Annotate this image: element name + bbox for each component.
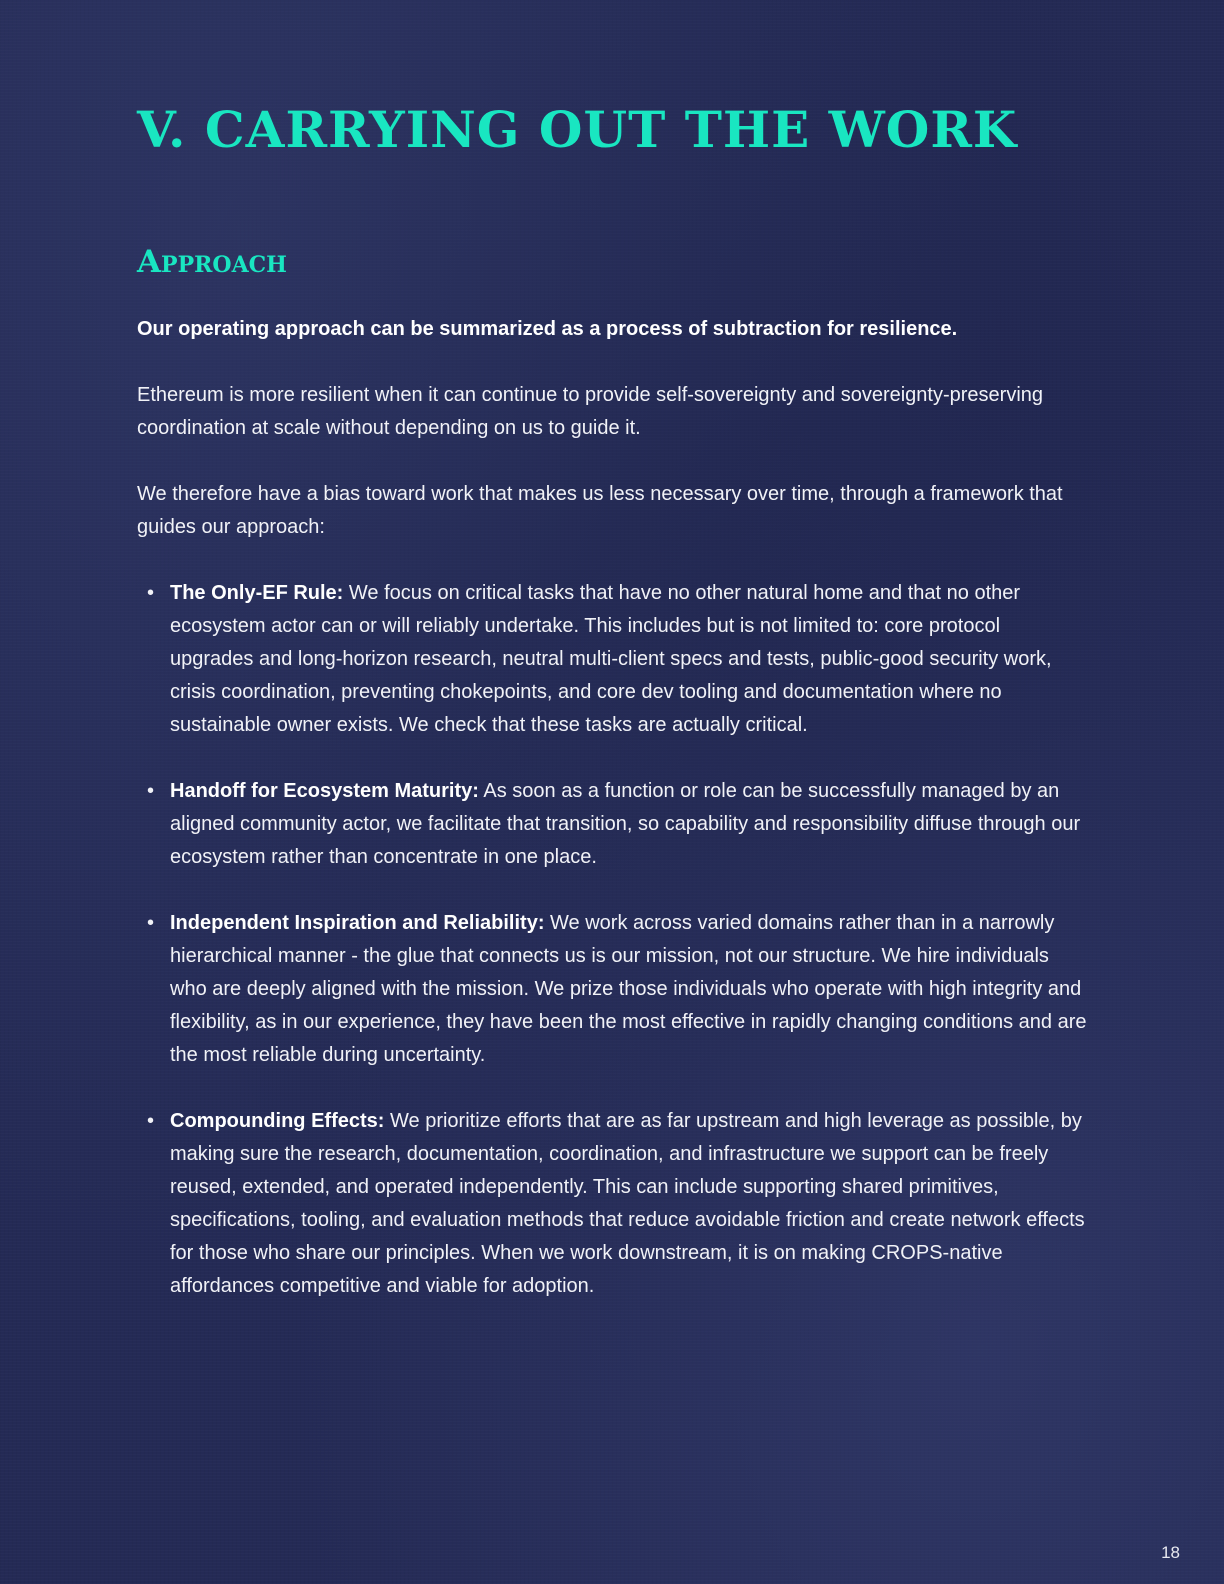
page-title: V. CARRYING OUT THE WORK (137, 100, 1018, 159)
list-item-independent-inspiration (137, 907, 1087, 1072)
body-paragraph: Ethereum is more resilient when it can continue to provide self-sovereignty and sovereignty-preserving coordination at scale without depending on us to guide it. (137, 384, 1044, 439)
principles-list (137, 577, 1087, 1303)
bullet-dot-icon: • (147, 912, 155, 934)
list-item-only-ef-rule (137, 577, 1087, 742)
list-item-term: Independent Inspiration and Reliability: (170, 912, 545, 934)
list-item-text: As soon as a function or role can be successfully managed by an aligned community actor, we facilitate that transition, so capability and responsibility diffuse through our ecosystem rather than concentrate in one place. (170, 780, 1081, 868)
bullet-dot-icon: • (147, 780, 155, 802)
section-title: Approach (137, 244, 287, 280)
body-content (137, 313, 1087, 1336)
list-item-text: We prioritize efforts that are as far upstream and high leverage as possible, by making sure the research, documentation, coordination, and infrastructure we support can be freely reused, extended, and operated independently. This can include supporting shared primitives, specifications, tooling, and evaluation methods that reduce avoidable friction and create network effects for those who share our principles. When we work downstream, it is on making CROPS-native affordances competitive and viable for adoption. (170, 1110, 1085, 1297)
body-paragraph: We therefore have a bias toward work that makes us less necessary over time, through a framework that guides our approach: (137, 483, 1063, 538)
list-item-term: Handoff for Ecosystem Maturity: (170, 780, 479, 802)
page-number: 18 (1161, 1543, 1180, 1562)
list-item-term: Compounding Effects: (170, 1110, 385, 1132)
list-item-compounding-effects (137, 1105, 1087, 1303)
lead-sentence: Our operating approach can be summarized as a process of subtraction for resilience. (137, 318, 958, 340)
bullet-dot-icon: • (147, 582, 155, 604)
bullet-dot-icon: • (147, 1110, 155, 1132)
list-item-term: The Only-EF Rule: (170, 582, 344, 604)
list-item-text: We work across varied domains rather than in a narrowly hierarchical manner - the glue that connects us is our mission, not our structure. We hire individuals who are deeply aligned with the mission. We prize those individuals who operate with high integrity and flexibility, as in our experience, they have been the most effective in rapidly changing conditions and are the most reliable during uncertainty. (170, 912, 1087, 1066)
list-item-handoff (137, 775, 1087, 874)
list-item-text: We focus on critical tasks that have no other natural home and that no other ecosystem actor can or will reliably undertake. This includes but is not limited to: core protocol upgrades and long-horizon research, neutral multi-client specs and tests, public-good security work, crisis coordination, preventing chokepoints, and core dev tooling and documentation where no sustainable owner exists. We check that these tasks are actually critical. (170, 582, 1052, 736)
